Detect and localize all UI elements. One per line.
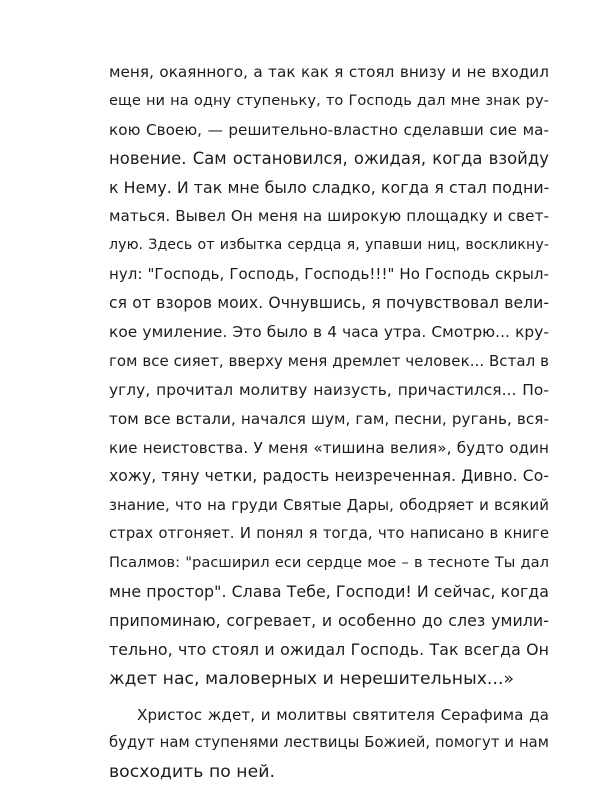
text-line: том все встали, начался шум, гам, песни, ругань, вся- xyxy=(109,409,549,428)
text-line: тельно, что стоял и ожидал Господь. Так всегда Он xyxy=(109,639,549,659)
text-line: еще ни на одну ступеньку, то Господь дал мне знак ру- xyxy=(109,91,549,109)
text-line: нул: "Господь, Господь, Господь!!!" Но Господь скрыл- xyxy=(109,265,549,284)
text-line: кие неистовства. У меня «тишина велия», будто один xyxy=(109,438,549,457)
paragraph-quote-continuation xyxy=(109,58,549,694)
text-line: ся от взоров моих. Очнувшись, я почувствовал вели- xyxy=(109,294,549,313)
text-line: припоминаю, согревает, и особенно до слез умили- xyxy=(109,610,549,630)
text-line: страх отгоняет. И понял я тогда, что написано в книге xyxy=(109,525,549,543)
text-line: знание, что на груди Святые Дары, ободряет и всякий xyxy=(109,496,549,515)
text-line: гом все сияет, вверху меня дремлет человек... Встал в xyxy=(109,351,549,370)
text-line: кою Своею, — решительно-властно сделавши сие ма- xyxy=(109,120,549,139)
text-line: восходить по ней. xyxy=(109,762,275,783)
text-line: Псалмов: "расширил еси сердце мое – в тесноте Ты дал xyxy=(109,554,549,572)
paragraph-gap xyxy=(109,694,549,701)
text-line: маться. Вывел Он меня на широкую площадку и свет- xyxy=(109,207,549,226)
text-line: Христос ждет, и молитвы святителя Серафима да xyxy=(137,705,549,724)
text-line: кое умиление. Это было в 4 часа утра. Смотрю... кру- xyxy=(109,323,549,342)
text-line: будут нам ступенями лествицы Божией, помогут и нам xyxy=(109,734,549,752)
text-line: ждет нас, маловерных и нерешительных...» xyxy=(109,668,515,689)
text-line: меня, окаянного, а так как я стоял внизу и не входил xyxy=(109,63,549,81)
paragraph-closing xyxy=(109,701,549,787)
body-text xyxy=(109,58,549,787)
text-line: лую. Здесь от избытка сердца я, упавши ниц, воскликну- xyxy=(109,237,549,254)
text-line: хожу, тяну четки, радость неизреченная. Дивно. Со- xyxy=(109,467,549,486)
text-line: к Нему. И так мне было сладко, когда я стал подни- xyxy=(109,177,550,197)
text-line: мне простор". Слава Тебе, Господи! И сейчас, когда xyxy=(109,582,549,602)
text-line: новение. Сам остановился, ожидая, когда взойду xyxy=(109,148,549,168)
text-line: углу, прочитал молитву наизусть, причастился... По- xyxy=(109,380,549,399)
